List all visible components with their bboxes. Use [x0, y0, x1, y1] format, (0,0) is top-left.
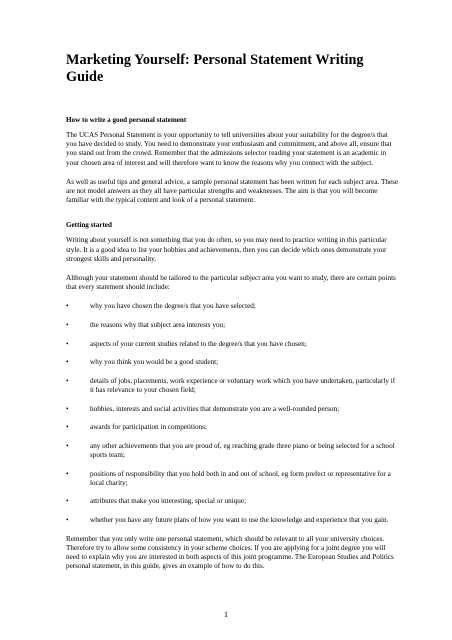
page-number: 1: [224, 610, 228, 619]
list-item-text: details of jobs, placements, work experience or voluntary work which you have undertaken, particularly if it has relevance to your chosen field;: [90, 376, 396, 395]
list-item: [66, 516, 400, 525]
list-item-text: positions of responsibility that you hold both in and out of school, eg form prefect or representative for a local charity;: [90, 469, 391, 487]
list-item-text: why you have chosen the degree/s that you have selected;: [90, 302, 256, 311]
list-item: [66, 377, 400, 395]
list-item: [66, 358, 400, 367]
bullet-icon: •: [66, 469, 69, 478]
list-item: [66, 405, 400, 414]
list-item-text: awards for participation in competitions;: [90, 423, 207, 432]
tailored-statement-paragraph: Although your statement should be tailored to the particular subject area you want to study, there are certain points that every statement should include:: [66, 274, 396, 292]
list-item: [66, 442, 400, 460]
bullet-icon: •: [66, 423, 69, 432]
list-item: [66, 302, 400, 311]
bullet-icon: •: [66, 339, 69, 348]
writing-about-yourself-paragraph: Writing about yourself is not something that you do often, so you may need to practice writing in this particular style. It is a good idea to list your hobbies and achievements, then you can decide which ones demonstrate your strongest skills and personality.: [66, 236, 387, 263]
bullet-icon: •: [66, 515, 69, 524]
bullet-icon: •: [66, 358, 69, 367]
section-heading-getting-started: Getting started: [66, 221, 112, 230]
single-statement-paragraph: Remember that you only write one personal statement, which should be relevant to all your university choices. Therefore try to allow some consistency in your scheme choices. If you are applying for a joint degree you will need to explain why you are interested in both aspects of this joint programme. The European Studies and Politics personal statement, in this guide, gives an example of how to do this.: [66, 534, 394, 571]
statement-points-list: [66, 302, 400, 525]
list-item-text: the reasons why that subject area interests you;: [90, 321, 226, 330]
bullet-icon: •: [66, 497, 69, 506]
list-item-text: any other achievements that you are proud of, eg reaching grade three piano or being selected for a school sports team;: [90, 441, 395, 459]
bullet-icon: •: [66, 302, 69, 311]
bullet-icon: •: [66, 441, 69, 450]
page-title: Marketing Yourself: Personal Statement Writing Guide: [66, 52, 364, 85]
intro-paragraph: The UCAS Personal Statement is your opportunity to tell universities about your suitability for the degree/s that you have decided to study. You need to demonstrate your enthusiasm and commitment, and above all, ensure that you stand out from the crowd. Remember that the admissions selector reading your statement is an academic in your chosen area of interest and will therefore want to know the reasons why you connect with the subject.: [66, 131, 392, 167]
list-item-text: whether you have any future plans of how you want to use the knowledge and experience that you gain.: [90, 515, 389, 524]
section-heading-how-to-write: How to write a good personal statement: [66, 116, 187, 124]
list-item-text: hobbies, interests and social activities that demonstrate you are a well-rounded person;: [90, 404, 340, 413]
bullet-icon: •: [66, 321, 69, 330]
list-item: [66, 321, 400, 330]
list-item: [66, 340, 400, 349]
list-item-text: why you think you would be a good student;: [90, 358, 219, 367]
sample-statement-paragraph: As well as useful tips and general advice, a sample personal statement has been written for each subject area. These are not model answers as they all have particular strengths and weaknesses. The aim is that you will become familiar with the typical content and look of a personal statement.: [66, 177, 399, 205]
bullet-icon: •: [66, 404, 69, 413]
bullet-icon: •: [66, 376, 69, 385]
list-item: [66, 497, 400, 506]
list-item-text: aspects of your current studies related to the degree/s that you have chosen;: [90, 339, 307, 348]
list-item-text: attributes that make you interesting, special or unique;: [90, 497, 247, 506]
list-item: [66, 423, 400, 432]
list-item: [66, 470, 400, 488]
